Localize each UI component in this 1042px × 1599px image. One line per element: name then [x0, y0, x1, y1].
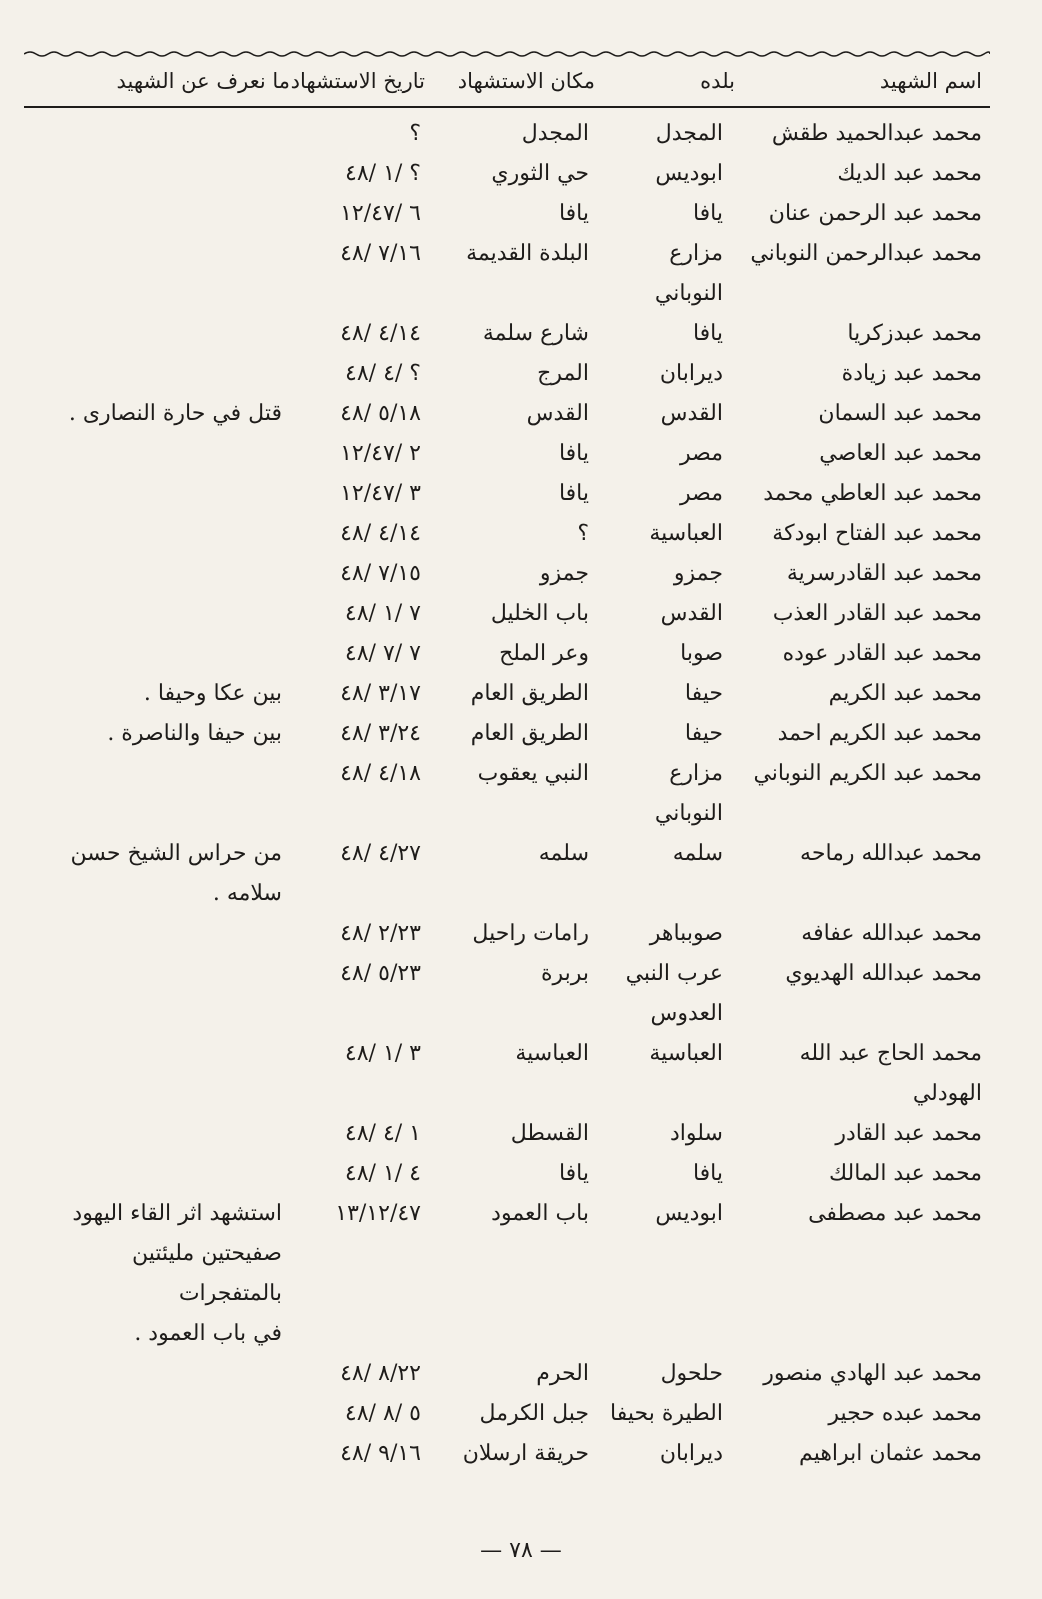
table-row [24, 394, 990, 434]
martyr-town: يافا [692, 321, 723, 346]
martyr-town: عرب النبي العدوس [625, 961, 723, 1026]
martyr-date: ٣/١٧ /٤٨ [340, 681, 421, 706]
martyr-place: الطريق العام [470, 681, 589, 706]
table-row [24, 1194, 990, 1354]
martyr-date: ٤/١٤ /٤٨ [340, 321, 421, 346]
martyr-name: محمد عبدالله الهديوي [785, 961, 982, 986]
martyr-date: ٧/١٥ /٤٨ [340, 561, 421, 586]
table-row [24, 354, 990, 394]
martyr-place: المرج [537, 361, 589, 386]
martyr-date: ٢/٢٣ /٤٨ [340, 921, 421, 946]
martyr-date: ٧ /٧ /٤٨ [344, 641, 421, 666]
martyr-date: ٣/٢٤ /٤٨ [340, 721, 421, 746]
martyr-place: باب العمود [491, 1201, 589, 1226]
table-row [24, 1154, 990, 1194]
martyr-date: ٤/١٤ /٤٨ [340, 521, 421, 546]
header-name: اسم الشهيد [879, 69, 982, 93]
martyr-place: يافا [558, 481, 589, 506]
martyr-notes: استشهد اثر القاء اليهود صفيحتين مليئتين بالمتفجرات في باب العمود . [72, 1201, 282, 1346]
martyr-place: المجدل [521, 121, 589, 146]
martyr-notes: بين حيفا والناصرة . [107, 721, 282, 746]
martyr-town: يافا [692, 1161, 723, 1186]
martyr-town: يافا [692, 201, 723, 226]
martyr-town: العباسية [649, 521, 723, 546]
martyr-place: سلمه [538, 841, 589, 866]
martyr-place: بربرة [540, 961, 589, 986]
martyr-town: حيفا [684, 721, 723, 746]
martyr-name: محمد عبد الديك [837, 161, 982, 186]
header-date: تاريخ الاستشهاد [290, 69, 425, 93]
table-header [24, 58, 990, 104]
martyr-town: مصر [679, 441, 723, 466]
table-row [24, 594, 990, 634]
table-row [24, 634, 990, 674]
martyr-date: ؟ /١ /٤٨ [345, 161, 421, 186]
martyr-place: يافا [558, 1161, 589, 1186]
martyr-place: جبل الكرمل [479, 1401, 589, 1426]
table-row [24, 154, 990, 194]
martyr-town: الطيرة بحيفا [610, 1401, 723, 1426]
martyr-town: حلحول [660, 1361, 723, 1386]
table-row [24, 554, 990, 594]
martyr-town: سلواد [670, 1121, 723, 1146]
header-place: مكان الاستشهاد [457, 69, 595, 93]
page-number: — ٧٨ — [480, 1538, 562, 1563]
martyr-name: محمد عبدزكريا [847, 321, 982, 346]
martyr-town: ديرابان [659, 1441, 723, 1466]
martyr-name: محمد عبد العاطي محمد [763, 481, 982, 506]
martyr-name: محمد عبد القادرسرية [786, 561, 982, 586]
martyr-date: ٦ /١٢/٤٧ [340, 201, 421, 226]
martyr-place: العباسية [515, 1041, 589, 1066]
martyr-place: الحرم [536, 1361, 589, 1386]
martyr-name: محمد عثمان ابراهيم [799, 1441, 982, 1466]
martyr-date: ٧ /١ /٤٨ [344, 601, 421, 626]
martyr-place: باب الخليل [490, 601, 589, 626]
martyr-name: محمد عبد القادر العذب [772, 601, 982, 626]
table-row [24, 1114, 990, 1154]
martyr-date: ٥/١٨ /٤٨ [340, 401, 421, 426]
martyr-notes: من حراس الشيخ حسن سلامه . [70, 841, 282, 906]
table-row [24, 714, 990, 754]
martyr-name: محمد عبده حجير [828, 1401, 982, 1426]
martyr-town: جمزو [673, 561, 723, 586]
martyr-name: محمد عبد الهادي منصور [763, 1361, 982, 1386]
table-row [24, 1394, 990, 1434]
martyr-place: وعر الملح [499, 641, 589, 666]
martyr-notes: بين عكا وحيفا . [143, 681, 282, 706]
martyr-place: القدس [526, 401, 589, 426]
martyr-name: محمد عبد المالك [828, 1161, 982, 1186]
martyr-town: المجدل [655, 121, 723, 146]
table-row [24, 234, 990, 314]
martyr-date: ١٣/١٢/٤٧ [335, 1201, 421, 1226]
martyr-place: ؟ [577, 521, 589, 546]
martyr-town: صوبباهر [649, 921, 723, 946]
martyr-town: مصر [679, 481, 723, 506]
martyr-place: الطريق العام [470, 721, 589, 746]
table-row [24, 754, 990, 834]
martyr-date: ٣ /١ /٤٨ [344, 1041, 421, 1066]
martyr-place: جمزو [539, 561, 589, 586]
martyr-town: العباسية [649, 1041, 723, 1066]
martyr-place: حي الثوري [491, 161, 589, 186]
martyr-name: محمد عبدالله عفافه [801, 921, 982, 946]
table-row [24, 914, 990, 954]
martyr-name: محمد عبد العاصي [819, 441, 982, 466]
table-row [24, 434, 990, 474]
martyr-name: محمد عبد السمان [818, 401, 982, 426]
martyr-place: النبي يعقوب [477, 761, 589, 786]
martyr-name: محمد عبد القادر عوده [782, 641, 982, 666]
martyr-town: ابوديس [655, 1201, 723, 1226]
martyr-date: ؟ [409, 121, 421, 146]
martyr-name: محمد عبد القادر [835, 1121, 982, 1146]
martyr-name: محمد الحاج عبد الله الهودلي [799, 1041, 982, 1106]
table-row [24, 514, 990, 554]
martyr-name: محمد عبد الكريم [828, 681, 982, 706]
martyr-date: ٢ /١٢/٤٧ [340, 441, 421, 466]
martyr-date: ٩/١٦ /٤٨ [340, 1441, 421, 1466]
martyr-name: محمد عبدالرحمن النوباني [750, 241, 982, 266]
martyr-date: ٨/٢٢ /٤٨ [340, 1361, 421, 1386]
martyr-notes: قتل في حارة النصارى . [68, 401, 282, 426]
martyr-town: سلمه [672, 841, 723, 866]
table-row [24, 474, 990, 514]
table-row [24, 1354, 990, 1394]
table-row [24, 834, 990, 914]
martyr-date: ٧/١٦ /٤٨ [340, 241, 421, 266]
martyr-date: ؟ /٤ /٤٨ [345, 361, 421, 386]
table-row [24, 194, 990, 234]
martyr-place: شارع سلمة [482, 321, 589, 346]
martyr-town: حيفا [684, 681, 723, 706]
header-notes: ما نعرف عن الشهيد [116, 69, 290, 93]
martyr-name: محمد عبد الكريم النوباني [753, 761, 982, 786]
martyr-date: ٤/٢٧ /٤٨ [340, 841, 421, 866]
martyr-name: محمد عبدالحميد طقش [771, 121, 982, 146]
table-row [24, 314, 990, 354]
martyr-name: محمد عبد الرحمن عنان [768, 201, 982, 226]
martyr-name: محمد عبد الكريم احمد [777, 721, 982, 746]
table-row [24, 1034, 990, 1114]
table-row [24, 954, 990, 1034]
martyr-town: ديرابان [659, 361, 723, 386]
martyr-place: يافا [558, 441, 589, 466]
martyr-place: القسطل [510, 1121, 589, 1146]
martyr-date: ٥/٢٣ /٤٨ [340, 961, 421, 986]
martyr-name: محمد عبدالله رماحه [800, 841, 982, 866]
martyr-name: محمد عبد مصطفى [808, 1201, 982, 1226]
martyr-place: يافا [558, 201, 589, 226]
martyr-name: محمد عبد زيادة [841, 361, 982, 386]
martyr-town: القدس [660, 601, 723, 626]
table-row [24, 1434, 990, 1474]
martyr-town: صوبا [680, 641, 723, 666]
martyr-place: حريقة ارسلان [462, 1441, 589, 1466]
martyr-place: البلدة القديمة [466, 241, 589, 266]
martyr-name: محمد عبد الفتاح ابودكة [772, 521, 982, 546]
martyr-date: ١ /٤ /٤٨ [344, 1121, 421, 1146]
martyr-date: ٤ /١ /٤٨ [344, 1161, 421, 1186]
martyr-place: رامات راحيل [472, 921, 589, 946]
martyrs-table [24, 114, 990, 1474]
wavy-top-rule [24, 50, 990, 58]
martyr-date: ٣ /١٢/٤٧ [340, 481, 421, 506]
table-row [24, 674, 990, 714]
martyr-town: القدس [660, 401, 723, 426]
martyr-date: ٥ /٨ /٤٨ [344, 1401, 421, 1426]
martyr-town: ابوديس [655, 161, 723, 186]
header-divider [24, 106, 990, 108]
martyr-date: ٤/١٨ /٤٨ [340, 761, 421, 786]
martyr-town: مزارع النوباني [654, 241, 723, 306]
table-row [24, 114, 990, 154]
header-town: بلده [700, 69, 735, 93]
martyr-town: مزارع النوباني [654, 761, 723, 826]
